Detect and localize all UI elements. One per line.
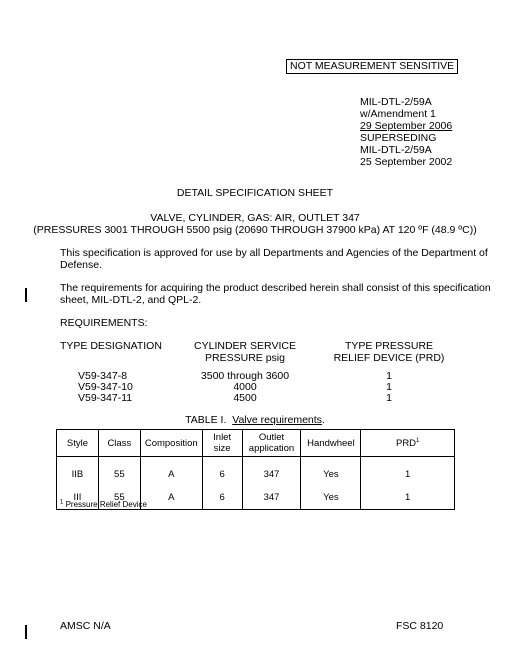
table-caption-text: Valve requirements [232, 414, 322, 426]
prd-type: 1 [386, 392, 392, 404]
requirements-line-2: sheet, MIL-DTL-2, and QPL-2. [60, 294, 202, 306]
prd-type-header-line-1: TYPE PRESSURE [344, 340, 434, 352]
inlet-header-line-2: size [213, 443, 231, 454]
type-designation: V59-347-8 [78, 370, 128, 382]
table-footnote [60, 500, 147, 509]
doc-date: 29 September 2006 [360, 120, 453, 132]
type-designation: V59-347-10 [78, 381, 133, 393]
cell-outlet: 347 [242, 457, 301, 486]
approval-line-1: This specification is approved for use by all Departments and Agencies of the Department of [60, 247, 488, 259]
prd-footnote-mark: 1 [416, 437, 420, 444]
col-header-composition: Composition [140, 430, 202, 457]
table-header-row [57, 430, 455, 457]
cell-outlet: 347 [242, 485, 301, 510]
cylinder-service-header-line-2: PRESSURE psig [205, 352, 285, 364]
table-row [57, 457, 455, 486]
service-pressure: 4000 [233, 381, 257, 393]
cell-inlet: 6 [202, 485, 242, 510]
footnote-mark: 1 [60, 499, 64, 506]
footnote-text: Pressure Relief Device [65, 500, 147, 509]
doc-superseded-date: 25 September 2002 [360, 156, 453, 168]
type-designation: V59-347-11 [78, 392, 133, 404]
doc-amendment: w/Amendment 1 [360, 108, 436, 120]
doc-number: MIL-DTL-2/59A [360, 96, 432, 108]
cell-class: 55 [98, 457, 140, 486]
fsc-code: FSC 8120 [396, 620, 444, 632]
cell-composition: A [140, 457, 202, 486]
prd-type: 1 [386, 381, 392, 393]
amsc-code: AMSC N/A [60, 620, 111, 632]
document-identification [360, 96, 452, 168]
prd-type: 1 [386, 370, 392, 382]
col-header-style: Style [57, 430, 99, 457]
table-caption-prefix: TABLE I. [185, 414, 227, 426]
prd-header-text: PRD [395, 437, 417, 449]
cell-style: IIB [57, 457, 99, 486]
prd-type-header-line-2: RELIEF DEVICE (PRD) [333, 352, 445, 364]
type-designation-header: TYPE DESIGNATION [60, 340, 162, 352]
col-header-inlet-size [202, 430, 242, 457]
item-title: VALVE, CYLINDER, GAS: AIR, OUTLET 347 [150, 212, 360, 224]
sensitivity-box: NOT MEASUREMENT SENSITIVE [286, 59, 458, 74]
sheet-title: DETAIL SPECIFICATION SHEET [176, 187, 334, 199]
table-caption [0, 414, 510, 427]
change-bar [25, 288, 27, 302]
item-subtitle: (PRESSURES 3001 THROUGH 5500 psig (20690 THROUGH 37900 kPa) AT 120 ºF (48.9 ºC)) [33, 224, 477, 236]
cell-composition: A [140, 485, 202, 510]
col-header-handwheel: Handwheel [301, 430, 361, 457]
cell-prd: 1 [361, 457, 455, 486]
outlet-header-line-2: application [248, 443, 295, 454]
approval-line-2: Defense. [60, 259, 103, 271]
cylinder-service-header-line-1: CYLINDER SERVICE [194, 340, 296, 352]
col-header-outlet-application [242, 430, 301, 457]
valve-requirements-table [56, 429, 455, 510]
outlet-header-line-1: Outlet [258, 432, 285, 443]
cell-style: III [57, 485, 99, 510]
cell-prd: 1 [361, 485, 455, 510]
cell-handwheel: Yes [301, 457, 361, 486]
cell-handwheel: Yes [301, 485, 361, 510]
requirements-line-1: The requirements for acquiring the product described herein shall consist of this specification [60, 282, 491, 294]
inlet-header-line-1: Inlet [213, 432, 232, 443]
table-caption-suffix: . [321, 414, 325, 426]
doc-superseding: SUPERSEDING [360, 132, 437, 144]
cell-class: 55 [98, 485, 140, 510]
doc-superseded-number: MIL-DTL-2/59A [360, 144, 432, 156]
cell-inlet: 6 [202, 457, 242, 486]
col-header-prd [361, 430, 455, 457]
change-bar [25, 625, 27, 639]
service-pressure: 4500 [233, 392, 257, 404]
requirements-heading: REQUIREMENTS: [60, 317, 148, 329]
col-header-class: Class [98, 430, 140, 457]
service-pressure: 3500 through 3600 [200, 370, 290, 382]
